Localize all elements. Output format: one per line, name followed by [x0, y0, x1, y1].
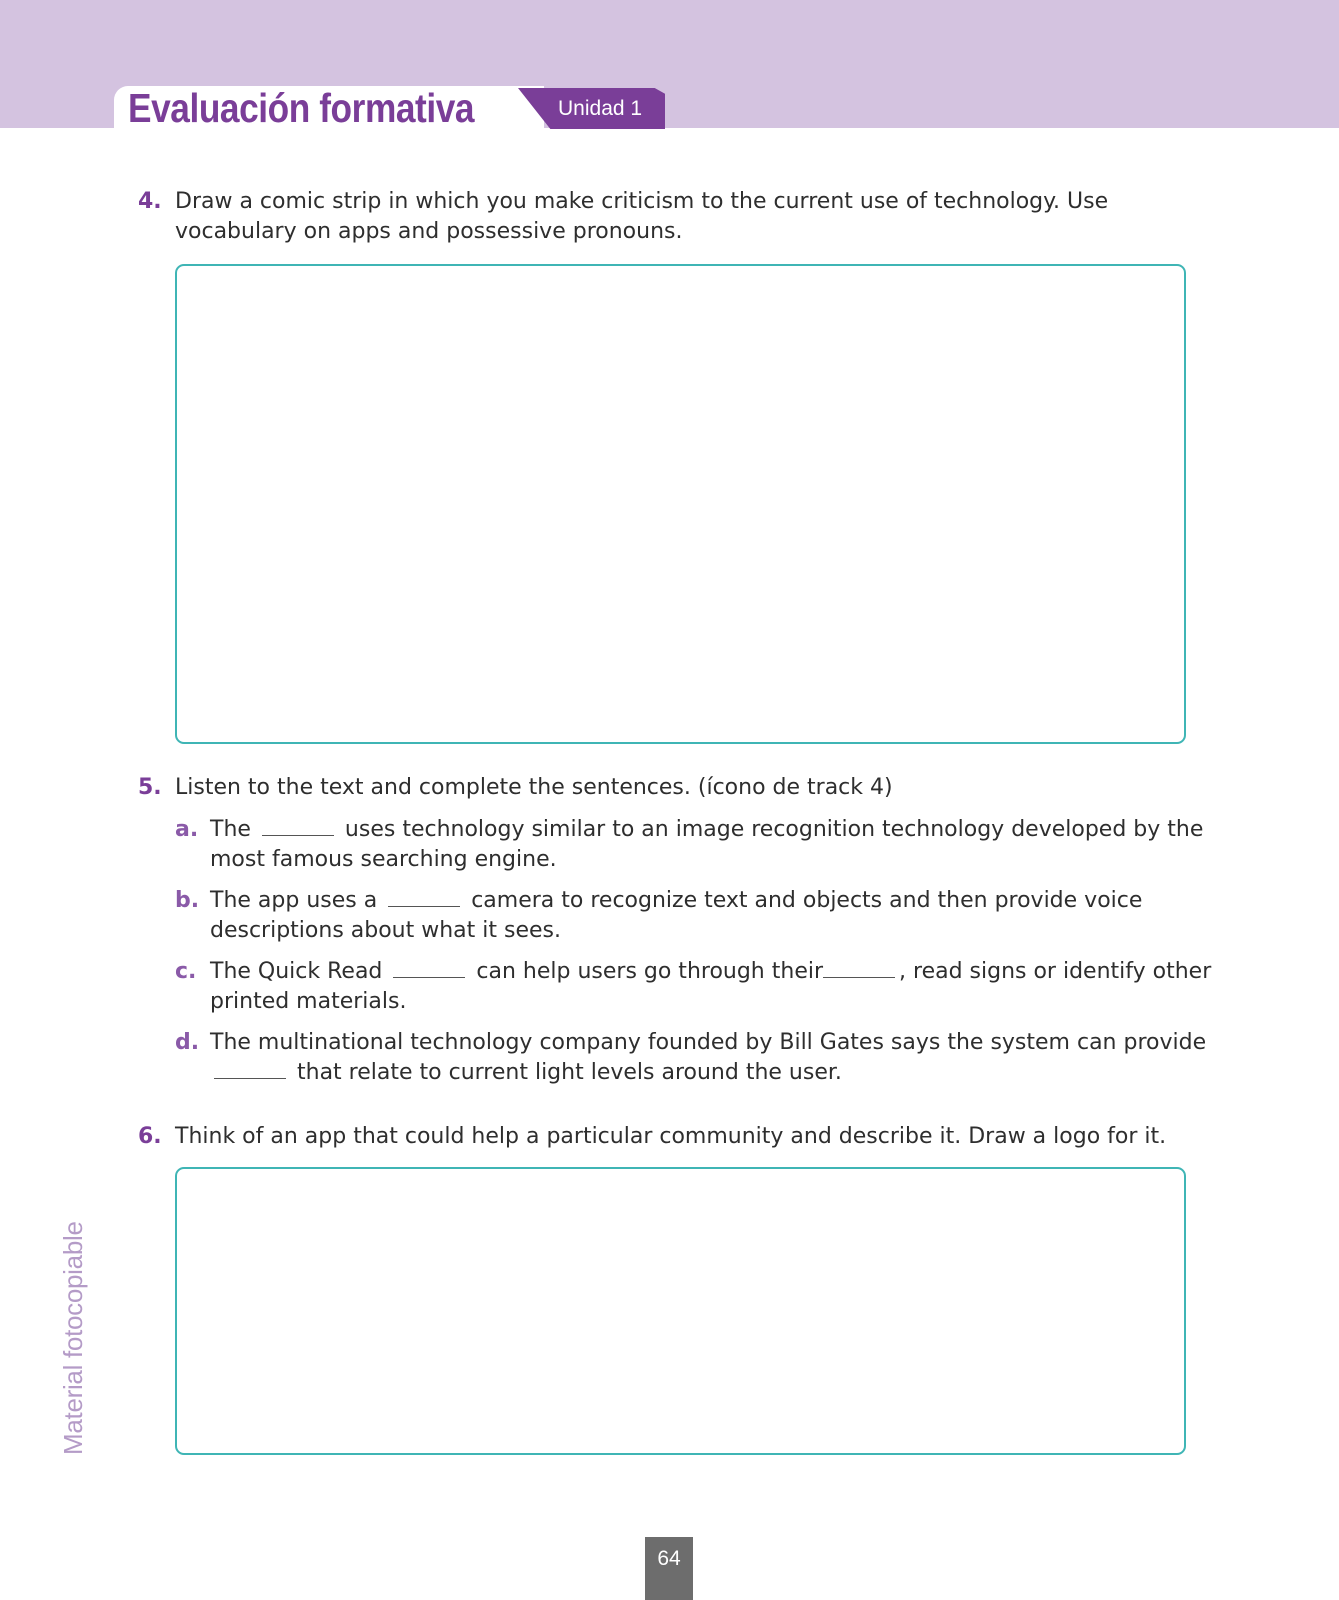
sentence-text: camera to recognize text and objects and then provide voice descriptions about what it sees. — [210, 888, 1143, 943]
question-number: 5. — [138, 775, 162, 800]
sentence-a — [175, 815, 1235, 875]
sentence-d — [175, 1028, 1235, 1088]
item-letter: c. — [175, 959, 197, 984]
unit-label: Unidad 1 — [558, 97, 643, 120]
item-letter: b. — [175, 888, 200, 913]
photocopiable-label: Material fotocopiable — [58, 1221, 88, 1455]
sentence-text: The Quick Read — [210, 959, 383, 984]
blank-field[interactable] — [393, 976, 465, 978]
comic-strip-drawing-box[interactable] — [175, 264, 1186, 744]
question-text: Draw a comic strip in which you make criticism to the current use of technology. Use vocabulary on apps and possessive pronouns. — [175, 189, 1109, 244]
sentence-b — [175, 886, 1235, 946]
blank-field[interactable] — [214, 1077, 286, 1079]
app-description-box[interactable] — [175, 1167, 1186, 1455]
sentence-text: can help users go through their — [476, 959, 824, 984]
sentence-text: The multinational technology company founded by Bill Gates says the system can provide — [210, 1030, 1207, 1055]
page-title: Evaluación formativa — [128, 85, 475, 131]
question-text: Listen to the text and complete the sentences. (ícono de track 4) — [175, 775, 893, 800]
sentence-c — [175, 957, 1235, 1017]
question-5 — [138, 773, 1218, 803]
page-number: 64 — [645, 1537, 693, 1600]
sentence-text: , read signs or identify other printed materials. — [210, 959, 1212, 1014]
blank-field[interactable] — [388, 905, 460, 907]
blank-field[interactable] — [262, 834, 334, 836]
sentence-text: The app uses a — [210, 888, 378, 913]
item-letter: d. — [175, 1030, 200, 1055]
question-6 — [138, 1122, 1218, 1152]
sentence-text: The — [210, 817, 251, 842]
question-number: 4. — [138, 189, 162, 214]
question-text: Think of an app that could help a particular community and describe it. Draw a logo for it. — [175, 1124, 1167, 1149]
question-4 — [138, 187, 1218, 247]
sentence-text: uses technology similar to an image recognition technology developed by the most famous searching engine. — [210, 817, 1204, 872]
sentence-text: that relate to current light levels around the user. — [297, 1060, 842, 1085]
question-number: 6. — [138, 1124, 162, 1149]
blank-field[interactable] — [823, 976, 895, 978]
item-letter: a. — [175, 817, 199, 842]
